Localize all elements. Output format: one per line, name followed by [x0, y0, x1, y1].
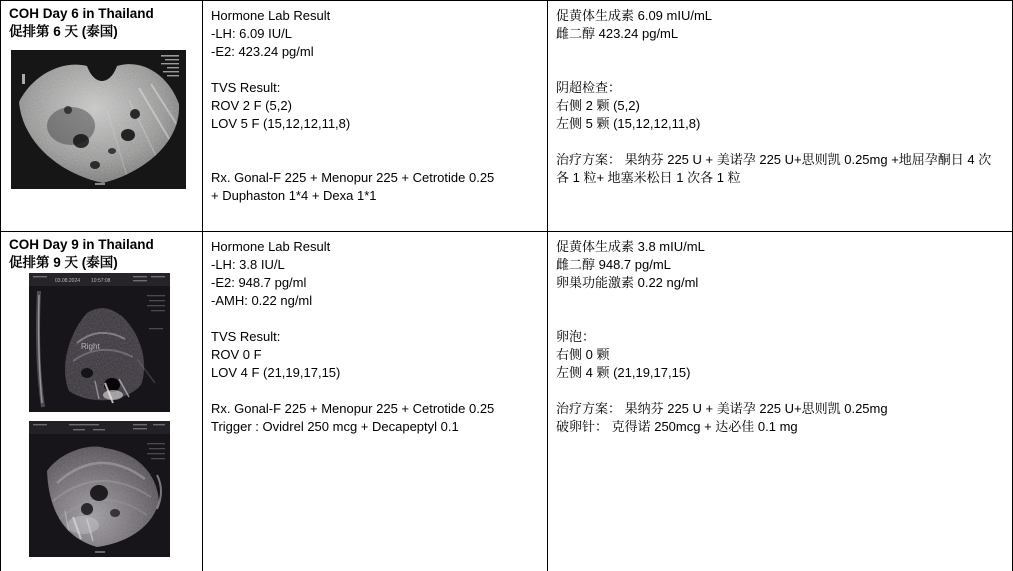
blank-line — [556, 43, 1004, 61]
lab-line: ROV 2 F (5,2) — [211, 98, 292, 113]
lab-line: Rx. Gonal-F 225 + Menopur 225 + Cetrotide 0.25 — [211, 401, 495, 416]
lab-line: TVS Result: — [211, 329, 281, 344]
blank-line — [211, 61, 539, 79]
blank-line — [556, 382, 1004, 400]
blank-line — [211, 310, 539, 328]
day9-title-chinese: 促排第 9 天 (泰国) — [9, 255, 118, 270]
cell-day9-english-results — [203, 232, 548, 571]
lab-line: -E2: 423.24 pg/ml — [211, 44, 314, 59]
lab-line-zh: 左侧 5 颗 (15,12,12,11,8) — [556, 116, 701, 131]
blank-line — [211, 151, 539, 169]
lab-line: LOV 5 F (15,12,12,11,8) — [211, 116, 351, 131]
lab-line-zh: 右侧 2 颗 (5,2) — [556, 98, 640, 113]
blank-line — [556, 292, 1004, 310]
lab-line-zh: 左侧 4 颗 (21,19,17,15) — [556, 365, 691, 380]
lab-line-zh: 治疗方案： 果纳芬 225 U + 美诺孕 225 U+思则凯 0.25mg +地屈孕酮日 4 次 — [556, 152, 992, 167]
cell-day6-english-results — [203, 1, 548, 232]
ultrasound-image-day6 — [11, 50, 186, 189]
lab-line: -AMH: 0.22 ng/ml — [211, 293, 313, 308]
lab-line-zh: 卵泡： — [556, 329, 596, 344]
ultrasound-time-label: 10:57:08 — [91, 278, 111, 284]
lab-line-zh: 右侧 0 颗 — [556, 347, 610, 362]
cell-day6-title-photo — [1, 1, 203, 232]
cell-day6-chinese-results — [548, 1, 1012, 232]
cell-day9-chinese-results — [548, 232, 1012, 571]
lab-line: -E2: 948.7 pg/ml — [211, 275, 307, 290]
day9-title-english: COH Day 9 in Thailand — [9, 237, 154, 252]
lab-line: TVS Result: — [211, 80, 281, 95]
blank-line — [556, 310, 1004, 328]
blank-line — [556, 61, 1004, 79]
lab-line-zh: 促黄体生成素 6.09 mIU/mL — [556, 8, 713, 23]
lab-line-zh: 各 1 粒+ 地塞米松日 1 次各 1 粒 — [556, 170, 741, 185]
cell-day9-title-photos — [1, 232, 203, 571]
lab-line: Hormone Lab Result — [211, 8, 331, 23]
blank-line — [211, 382, 539, 400]
lab-line: LOV 4 F (21,19,17,15) — [211, 365, 341, 380]
ultrasound-right-watermark: Right — [81, 342, 100, 351]
blank-line — [556, 133, 1004, 151]
lab-line: -LH: 6.09 IU/L — [211, 26, 292, 41]
lab-line: ROV 0 F — [211, 347, 262, 362]
lab-line-zh: 阴超检查： — [556, 80, 622, 95]
ultrasound-image-day9-right — [29, 273, 170, 412]
day6-title-chinese: 促排第 6 天 (泰国) — [9, 24, 118, 39]
lab-line-zh: 雌二醇 423.24 pg/mL — [556, 26, 679, 41]
lab-line: Trigger : Ovidrel 250 mcg + Decapeptyl 0.1 — [211, 419, 459, 434]
lab-line-zh: 治疗方案： 果纳芬 225 U + 美诺孕 225 U+思则凯 0.25mg — [556, 401, 888, 416]
ultrasound-image-day9-left — [29, 421, 170, 557]
day6-title-english: COH Day 6 in Thailand — [9, 6, 154, 21]
lab-line: + Duphaston 1*4 + Dexa 1*1 — [211, 188, 377, 203]
lab-line-zh: 破卵针： 克得诺 250mcg + 达必佳 0.1 mg — [556, 419, 798, 434]
lab-line-zh: 促黄体生成素 3.8 mIU/mL — [556, 239, 705, 254]
lab-line: Hormone Lab Result — [211, 239, 331, 254]
lab-line-zh: 雌二醇 948.7 pg/mL — [556, 257, 671, 272]
lab-line: -LH: 3.8 IU/L — [211, 257, 285, 272]
lab-line: Rx. Gonal-F 225 + Menopur 225 + Cetrotide 0.25 — [211, 170, 495, 185]
blank-line — [211, 133, 539, 151]
lab-line-zh: 卵巣功能激素 0.22 ng/ml — [556, 275, 699, 290]
ultrasound-date-label: 03.08.2024 — [55, 278, 81, 284]
